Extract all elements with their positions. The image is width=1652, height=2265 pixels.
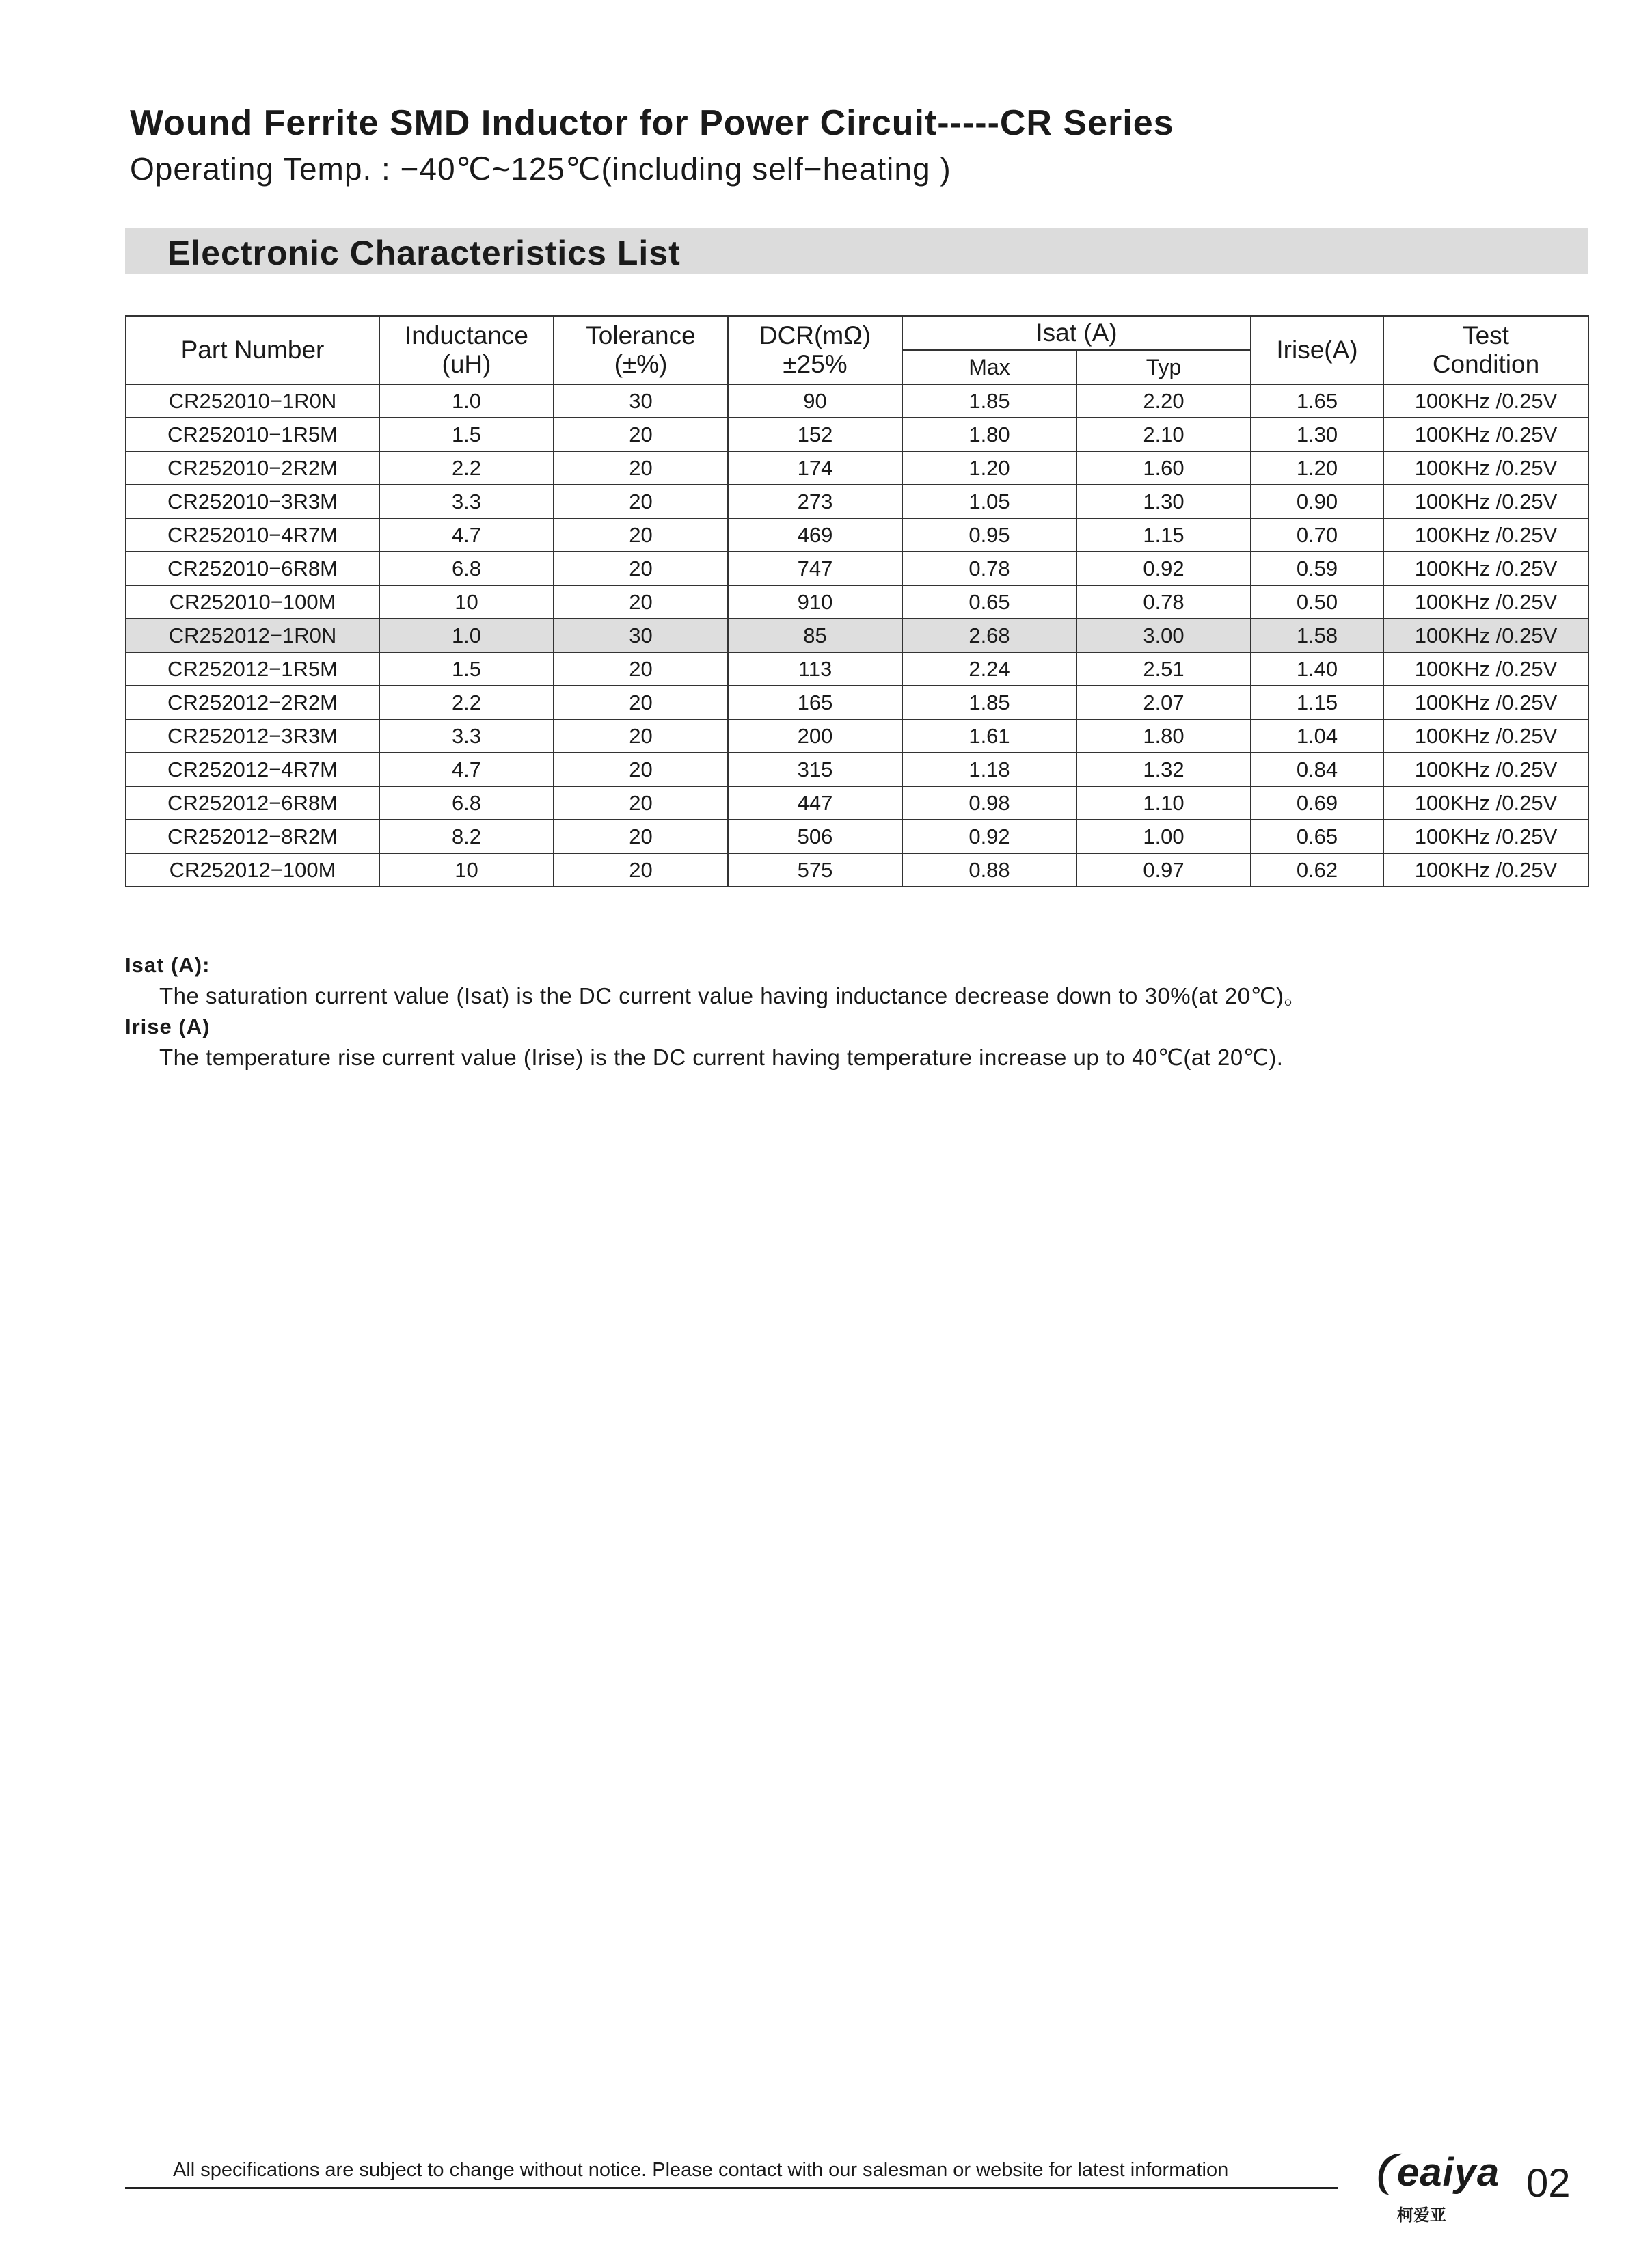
cell-test-condition: 100KHz /0.25V bbox=[1383, 719, 1588, 753]
table-row bbox=[126, 451, 1588, 485]
table-row bbox=[126, 485, 1588, 518]
table-row bbox=[126, 585, 1588, 619]
cell-tolerance: 30 bbox=[554, 619, 728, 652]
cell-test-condition: 100KHz /0.25V bbox=[1383, 552, 1588, 585]
cell-irise: 1.20 bbox=[1251, 451, 1383, 485]
cell-part-number: CR252010−4R7M bbox=[126, 518, 379, 552]
cell-dcr: 165 bbox=[728, 686, 902, 719]
cell-dcr: 910 bbox=[728, 585, 902, 619]
cell-inductance: 2.2 bbox=[379, 686, 554, 719]
header-tolerance: Tolerance (±%) bbox=[554, 316, 728, 384]
cell-isat-typ: 1.32 bbox=[1076, 753, 1251, 786]
cell-tolerance: 20 bbox=[554, 518, 728, 552]
cell-part-number: CR252012−2R2M bbox=[126, 686, 379, 719]
table-row bbox=[126, 686, 1588, 719]
cell-part-number: CR252010−3R3M bbox=[126, 485, 379, 518]
table-row bbox=[126, 384, 1588, 418]
cell-isat-max: 0.65 bbox=[902, 585, 1076, 619]
section-header-bar bbox=[125, 228, 1588, 274]
cell-inductance: 2.2 bbox=[379, 451, 554, 485]
footer-disclaimer: All specifications are subject to change without notice. Please contact with our salesman or website for latest information bbox=[173, 2159, 1229, 2181]
cell-tolerance: 20 bbox=[554, 753, 728, 786]
cell-test-condition: 100KHz /0.25V bbox=[1383, 418, 1588, 451]
table-body bbox=[126, 384, 1588, 887]
cell-part-number: CR252010−1R5M bbox=[126, 418, 379, 451]
cell-inductance: 4.7 bbox=[379, 518, 554, 552]
cell-irise: 1.65 bbox=[1251, 384, 1383, 418]
footer-divider bbox=[125, 2187, 1338, 2189]
cell-irise: 0.70 bbox=[1251, 518, 1383, 552]
cell-dcr: 273 bbox=[728, 485, 902, 518]
header-test-condition: Test Condition bbox=[1383, 316, 1588, 384]
cell-test-condition: 100KHz /0.25V bbox=[1383, 518, 1588, 552]
table-row bbox=[126, 786, 1588, 820]
cell-inductance: 10 bbox=[379, 853, 554, 887]
cell-irise: 0.65 bbox=[1251, 820, 1383, 853]
cell-dcr: 447 bbox=[728, 786, 902, 820]
cell-dcr: 200 bbox=[728, 719, 902, 753]
cell-tolerance: 20 bbox=[554, 585, 728, 619]
table-row bbox=[126, 518, 1588, 552]
cell-dcr: 90 bbox=[728, 384, 902, 418]
cell-tolerance: 20 bbox=[554, 853, 728, 887]
header-part-number: Part Number bbox=[126, 316, 379, 384]
cell-test-condition: 100KHz /0.25V bbox=[1383, 652, 1588, 686]
irise-note-heading: Irise (A) bbox=[125, 1015, 211, 1038]
cell-isat-max: 0.98 bbox=[902, 786, 1076, 820]
cell-inductance: 1.0 bbox=[379, 384, 554, 418]
table-row bbox=[126, 853, 1588, 887]
cell-part-number: CR252012−6R8M bbox=[126, 786, 379, 820]
cell-inductance: 6.8 bbox=[379, 552, 554, 585]
page-number: 02 bbox=[1526, 2161, 1571, 2206]
cell-irise: 1.58 bbox=[1251, 619, 1383, 652]
cell-inductance: 1.0 bbox=[379, 619, 554, 652]
cell-inductance: 1.5 bbox=[379, 652, 554, 686]
isat-note-heading: Isat (A): bbox=[125, 953, 211, 977]
cell-isat-typ: 2.10 bbox=[1076, 418, 1251, 451]
table-row bbox=[126, 719, 1588, 753]
cell-dcr: 315 bbox=[728, 753, 902, 786]
cell-part-number: CR252012−1R5M bbox=[126, 652, 379, 686]
cell-part-number: CR252012−100M bbox=[126, 853, 379, 887]
cell-test-condition: 100KHz /0.25V bbox=[1383, 686, 1588, 719]
cell-test-condition: 100KHz /0.25V bbox=[1383, 585, 1588, 619]
cell-irise: 0.50 bbox=[1251, 585, 1383, 619]
cell-dcr: 575 bbox=[728, 853, 902, 887]
cell-test-condition: 100KHz /0.25V bbox=[1383, 786, 1588, 820]
cell-tolerance: 30 bbox=[554, 384, 728, 418]
cell-dcr: 174 bbox=[728, 451, 902, 485]
cell-isat-typ: 0.78 bbox=[1076, 585, 1251, 619]
cell-isat-typ: 1.10 bbox=[1076, 786, 1251, 820]
cell-tolerance: 20 bbox=[554, 652, 728, 686]
cell-part-number: CR252012−1R0N bbox=[126, 619, 379, 652]
cell-isat-typ: 1.60 bbox=[1076, 451, 1251, 485]
logo-wordmark: eaiya bbox=[1397, 2150, 1500, 2195]
cell-inductance: 4.7 bbox=[379, 753, 554, 786]
cell-isat-typ: 1.00 bbox=[1076, 820, 1251, 853]
cell-test-condition: 100KHz /0.25V bbox=[1383, 753, 1588, 786]
cell-tolerance: 20 bbox=[554, 552, 728, 585]
cell-isat-typ: 3.00 bbox=[1076, 619, 1251, 652]
cell-isat-typ: 1.30 bbox=[1076, 485, 1251, 518]
cell-irise: 0.69 bbox=[1251, 786, 1383, 820]
cell-test-condition: 100KHz /0.25V bbox=[1383, 485, 1588, 518]
cell-test-condition: 100KHz /0.25V bbox=[1383, 451, 1588, 485]
cell-isat-max: 0.78 bbox=[902, 552, 1076, 585]
cell-tolerance: 20 bbox=[554, 451, 728, 485]
cell-tolerance: 20 bbox=[554, 719, 728, 753]
cell-test-condition: 100KHz /0.25V bbox=[1383, 820, 1588, 853]
cell-test-condition: 100KHz /0.25V bbox=[1383, 384, 1588, 418]
cell-tolerance: 20 bbox=[554, 485, 728, 518]
cell-part-number: CR252010−6R8M bbox=[126, 552, 379, 585]
table-row bbox=[126, 552, 1588, 585]
cell-isat-max: 1.85 bbox=[902, 384, 1076, 418]
cell-tolerance: 20 bbox=[554, 686, 728, 719]
cell-part-number: CR252010−1R0N bbox=[126, 384, 379, 418]
cell-isat-max: 1.18 bbox=[902, 753, 1076, 786]
cell-irise: 1.30 bbox=[1251, 418, 1383, 451]
cell-isat-max: 0.95 bbox=[902, 518, 1076, 552]
page-title: Wound Ferrite SMD Inductor for Power Circuit-----CR Series bbox=[130, 103, 1174, 143]
cell-isat-max: 1.80 bbox=[902, 418, 1076, 451]
cell-tolerance: 20 bbox=[554, 418, 728, 451]
table-row bbox=[126, 418, 1588, 451]
cell-part-number: CR252010−100M bbox=[126, 585, 379, 619]
cell-isat-max: 1.61 bbox=[902, 719, 1076, 753]
cell-isat-typ: 2.51 bbox=[1076, 652, 1251, 686]
table-row bbox=[126, 652, 1588, 686]
cell-irise: 0.84 bbox=[1251, 753, 1383, 786]
cell-irise: 0.59 bbox=[1251, 552, 1383, 585]
table-row bbox=[126, 619, 1588, 652]
cell-inductance: 6.8 bbox=[379, 786, 554, 820]
table-row bbox=[126, 820, 1588, 853]
cell-dcr: 469 bbox=[728, 518, 902, 552]
header-inductance: Inductance (uH) bbox=[379, 316, 554, 384]
cell-isat-typ: 0.92 bbox=[1076, 552, 1251, 585]
section-title: Electronic Characteristics List bbox=[167, 234, 681, 272]
cell-isat-max: 1.05 bbox=[902, 485, 1076, 518]
cell-test-condition: 100KHz /0.25V bbox=[1383, 619, 1588, 652]
cell-part-number: CR252012−4R7M bbox=[126, 753, 379, 786]
cell-inductance: 8.2 bbox=[379, 820, 554, 853]
cell-isat-typ: 0.97 bbox=[1076, 853, 1251, 887]
cell-tolerance: 20 bbox=[554, 820, 728, 853]
cell-isat-max: 1.20 bbox=[902, 451, 1076, 485]
company-logo bbox=[1372, 2147, 1500, 2225]
irise-note-text: The temperature rise current value (Irise) is the DC current having temperature increase up to 40℃(at 20℃). bbox=[159, 1045, 1284, 1070]
cell-tolerance: 20 bbox=[554, 786, 728, 820]
logo-chinese-text: 柯爱亚 bbox=[1397, 2206, 1446, 2225]
cell-dcr: 85 bbox=[728, 619, 902, 652]
operating-temp-subtitle: Operating Temp. : −40℃~125℃(including self−heating ) bbox=[130, 151, 951, 187]
cell-part-number: CR252010−2R2M bbox=[126, 451, 379, 485]
cell-isat-typ: 1.15 bbox=[1076, 518, 1251, 552]
cell-isat-typ: 1.80 bbox=[1076, 719, 1251, 753]
cell-irise: 1.04 bbox=[1251, 719, 1383, 753]
cell-test-condition: 100KHz /0.25V bbox=[1383, 853, 1588, 887]
notes-section bbox=[125, 950, 1588, 1073]
table-row bbox=[126, 753, 1588, 786]
header-irise: Irise(A) bbox=[1251, 316, 1383, 384]
cell-inductance: 3.3 bbox=[379, 485, 554, 518]
header-isat-typ: Typ bbox=[1076, 350, 1251, 384]
header-isat-max: Max bbox=[902, 350, 1076, 384]
cell-isat-typ: 2.07 bbox=[1076, 686, 1251, 719]
cell-dcr: 506 bbox=[728, 820, 902, 853]
cell-dcr: 113 bbox=[728, 652, 902, 686]
cell-isat-max: 0.88 bbox=[902, 853, 1076, 887]
header-dcr: DCR(mΩ) ±25% bbox=[728, 316, 902, 384]
cell-irise: 0.62 bbox=[1251, 853, 1383, 887]
cell-isat-max: 2.68 bbox=[902, 619, 1076, 652]
cell-isat-max: 2.24 bbox=[902, 652, 1076, 686]
cell-inductance: 3.3 bbox=[379, 719, 554, 753]
cell-isat-max: 0.92 bbox=[902, 820, 1076, 853]
cell-irise: 0.90 bbox=[1251, 485, 1383, 518]
characteristics-table bbox=[125, 315, 1589, 887]
cell-inductance: 10 bbox=[379, 585, 554, 619]
header-isat: Isat (A) bbox=[902, 316, 1251, 350]
cell-part-number: CR252012−8R2M bbox=[126, 820, 379, 853]
cell-dcr: 747 bbox=[728, 552, 902, 585]
cell-inductance: 1.5 bbox=[379, 418, 554, 451]
cell-part-number: CR252012−3R3M bbox=[126, 719, 379, 753]
isat-note-text: The saturation current value (Isat) is the DC current value having inductance decrease down to 30%(at 20℃)。 bbox=[159, 983, 1308, 1008]
cell-dcr: 152 bbox=[728, 418, 902, 451]
cell-irise: 1.15 bbox=[1251, 686, 1383, 719]
cell-irise: 1.40 bbox=[1251, 652, 1383, 686]
cell-isat-typ: 2.20 bbox=[1076, 384, 1251, 418]
cell-isat-max: 1.85 bbox=[902, 686, 1076, 719]
